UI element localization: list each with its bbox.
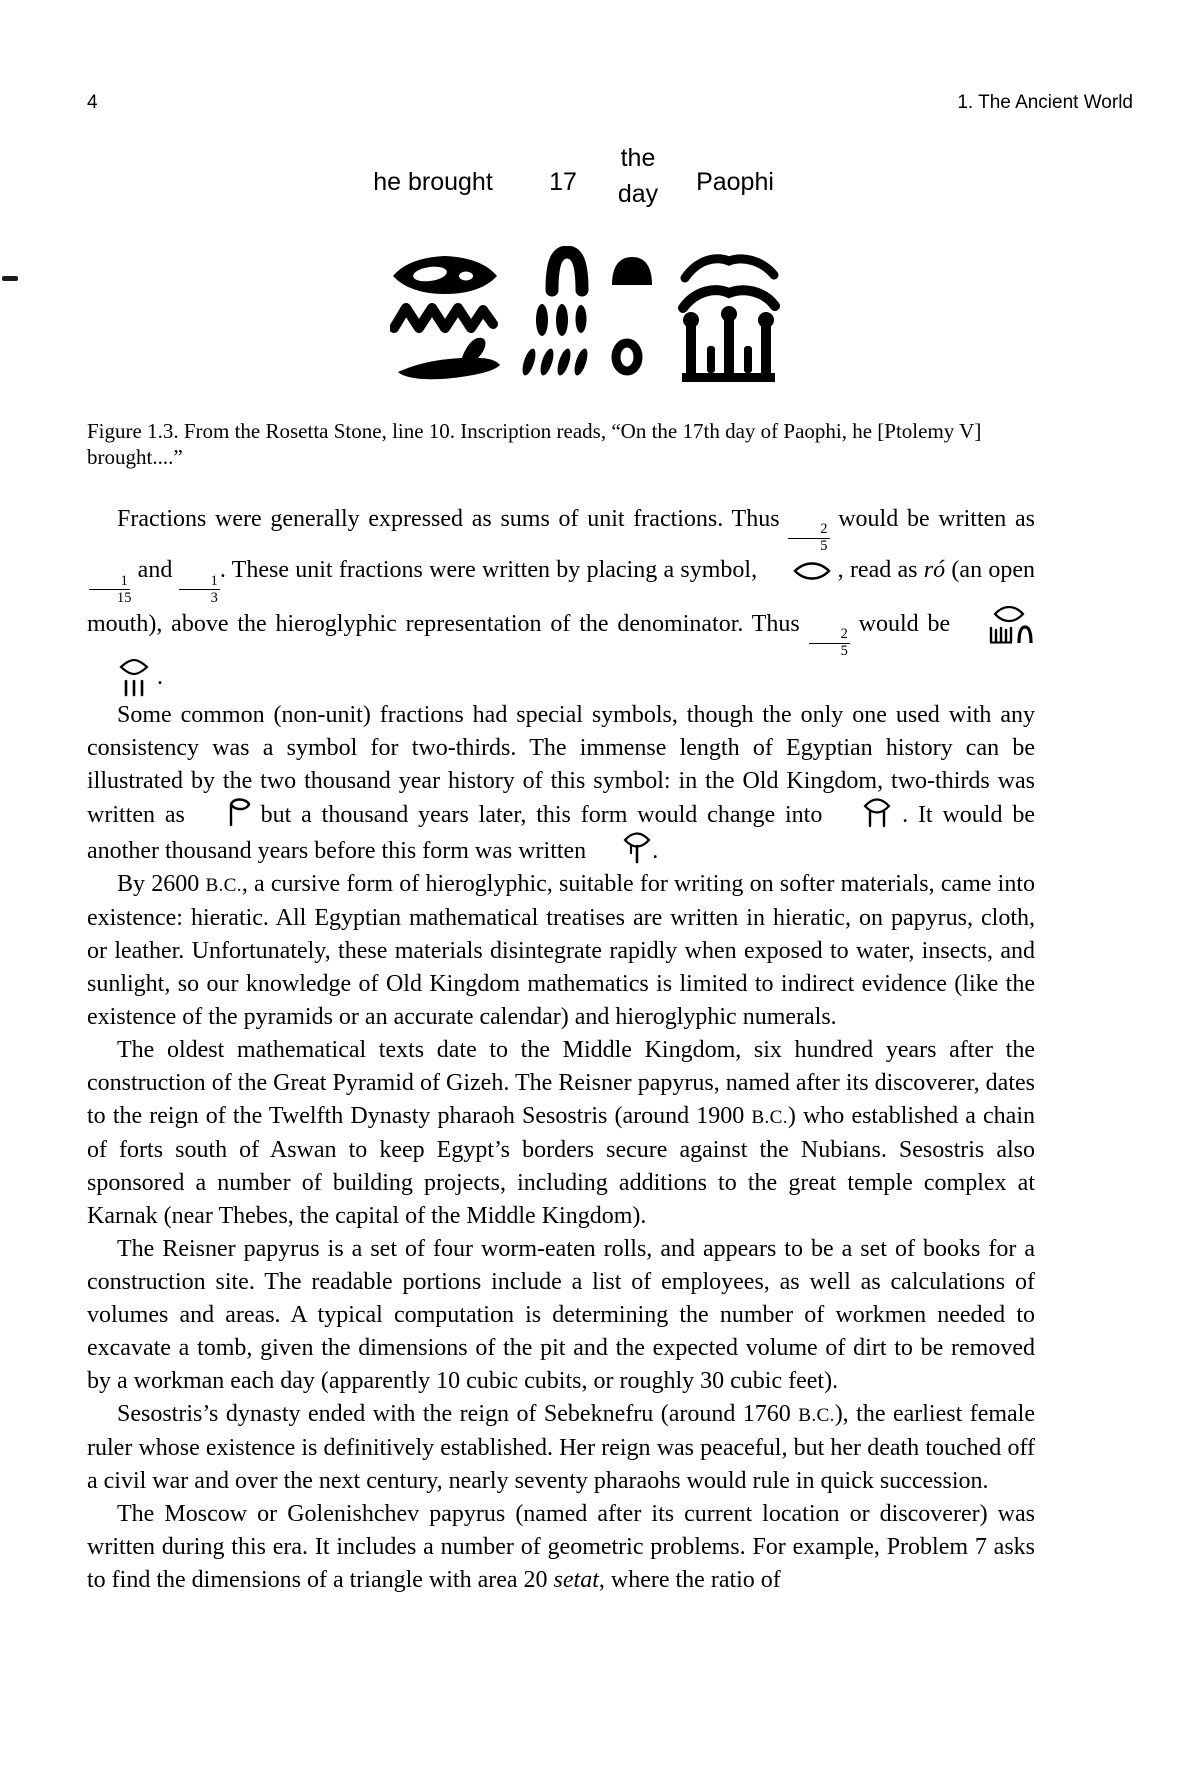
two-thirds-late-glyph: [592, 832, 652, 868]
one-third-glyph: [87, 659, 151, 699]
figure-label-he-brought: he brought: [373, 168, 493, 196]
scan-artifact-mark: [2, 276, 18, 281]
small-caps-era: B.C.: [205, 875, 242, 897]
ro-glyph: [763, 554, 831, 587]
running-header: [87, 92, 1133, 114]
stacked-fraction: $\frac{1}{3}$: [179, 574, 220, 606]
paragraph-middle-kingdom: The oldest mathematical texts date to the Middle Kingdom, six hundred years after the construction of the Great Pyramid of Gizeh. The Reisner papyrus, named after its discoverer, dates to the reign of the Twelfth Dynasty pharaoh Sesostris (around 1900 B.C.) who established a chain of forts south of Aswan to keep Egypt’s borders secure against the Nubians. Sesostris also sponsored a number of building projects, including additions to the great temple complex at Karnak (near Thebes, the capital of the Middle Kingdom).: [87, 1037, 1036, 1230]
figure-label-17: 17: [549, 168, 577, 196]
paragraph-moscow-papyrus: The Moscow or Golenishchev papyrus (named after its current location or discoverer) was written during this era. It includes a number of geometric problems. For example, Problem 7 asks to find the dimensions of a triangle with area 20 setat, where the ratio of: [87, 1501, 1035, 1594]
ring-glyph: [616, 343, 638, 371]
paragraph-hieratic: By 2600 B.C., a cursive form of hieroglyphic, suitable for writing on softer materials, came into existence: hieratic. All Egyptian mathematical treatises are written in hieratic, on papyrus, cloth, or leather. Unfortunately, these materials disintegrate rapidly when exposed to water, insects, and sunlight, so our knowledge of Old Kingdom mathematics is limited to indirect evidence (like the existence of the pyramids or an accurate calendar) and hieroglyphic numerals.: [87, 871, 1035, 1031]
italic-term: setat: [553, 1567, 599, 1594]
stacked-fraction: $\frac{2}{5}$: [809, 627, 850, 659]
paragraph-sebeknefru: Sesostris’s dynasty ended with the reign of Sebeknefru (around 1760 B.C.), the earliest female ruler whose existence is definitively established. Her reign was peaceful, but her death touched off a civil war and over the next century, nearly seventy pharaohs would rule in quick succession.: [87, 1401, 1036, 1495]
paophi-gate-glyph: [682, 306, 775, 382]
arm-glyph: [398, 338, 500, 380]
stacked-fraction: $\frac{2}{5}$: [788, 522, 829, 554]
page-number: 4: [87, 92, 98, 113]
small-caps-era: B.C.: [798, 1405, 835, 1427]
eye-glyph: [393, 256, 497, 294]
paophi-arcs-glyph: [683, 259, 775, 308]
figure-caption: Figure 1.3. From the Rosetta Stone, line 10. Inscription reads, “On the 17th day of Paophi, he [Ptolemy V] brought....”: [87, 419, 982, 469]
stacked-fraction: $\frac{1}{15}$: [87, 574, 131, 606]
four-strokes-glyph: [520, 347, 590, 377]
body-text: [87, 503, 1035, 1597]
chapter-running-title: 1. The Ancient World: [957, 92, 1133, 113]
figure-label-paophi: Paophi: [696, 168, 774, 196]
one-fifteenth-glyph: [959, 606, 1035, 646]
two-thirds-old-glyph: [195, 798, 251, 832]
paragraph-fractions: Fractions were generally expressed as sums of unit fractions. Thus $\frac{2}{5}$ would be written as $\frac{1}{15}$ and $\frac{1}{3}$ . These unit fractions were written by placing a symbol, , read as ró (an open mouth), above the hieroglyphic representation of the denominator. Thus $\frac{2}{5}$ would be .: [87, 503, 1035, 699]
two-thirds-middle-glyph: [832, 798, 892, 832]
italic-term: ró: [923, 557, 946, 584]
three-strokes-glyph: [536, 304, 587, 336]
paragraph-two-thirds: Some common (non-unit) fractions had special symbols, though the only one used with any consistency was a symbol for two-thirds. The immense length of Egyptian history can be illustrated by the two thousand year history of this symbol: in the Old Kingdom, two-thirds was written as but a thousand years later, this form would change into . It would be another thousand years before this form was written .: [87, 699, 1035, 868]
half-disc-glyph: [612, 257, 652, 285]
small-caps-era: B.C.: [751, 1107, 788, 1129]
ten-arch-glyph: [552, 252, 582, 290]
figure-label-the-day: the day: [617, 144, 659, 208]
paragraph-reisner-papyrus: The Reisner papyrus is a set of four worm-eaten rolls, and appears to be a set of books for a construction site. The readable portions include a list of employees, as well as calculations of volumes and areas. A typical computation is determining the number of workmen needed to excavate a tomb, given the dimensions of the pit and the expected volume of dirt to be removed by a workman each day (apparently 10 cubic cubits, or roughly 30 cubic feet).: [87, 1236, 1035, 1395]
hieroglyph-figure: [390, 246, 780, 386]
water-ripple-glyph: [394, 308, 493, 328]
